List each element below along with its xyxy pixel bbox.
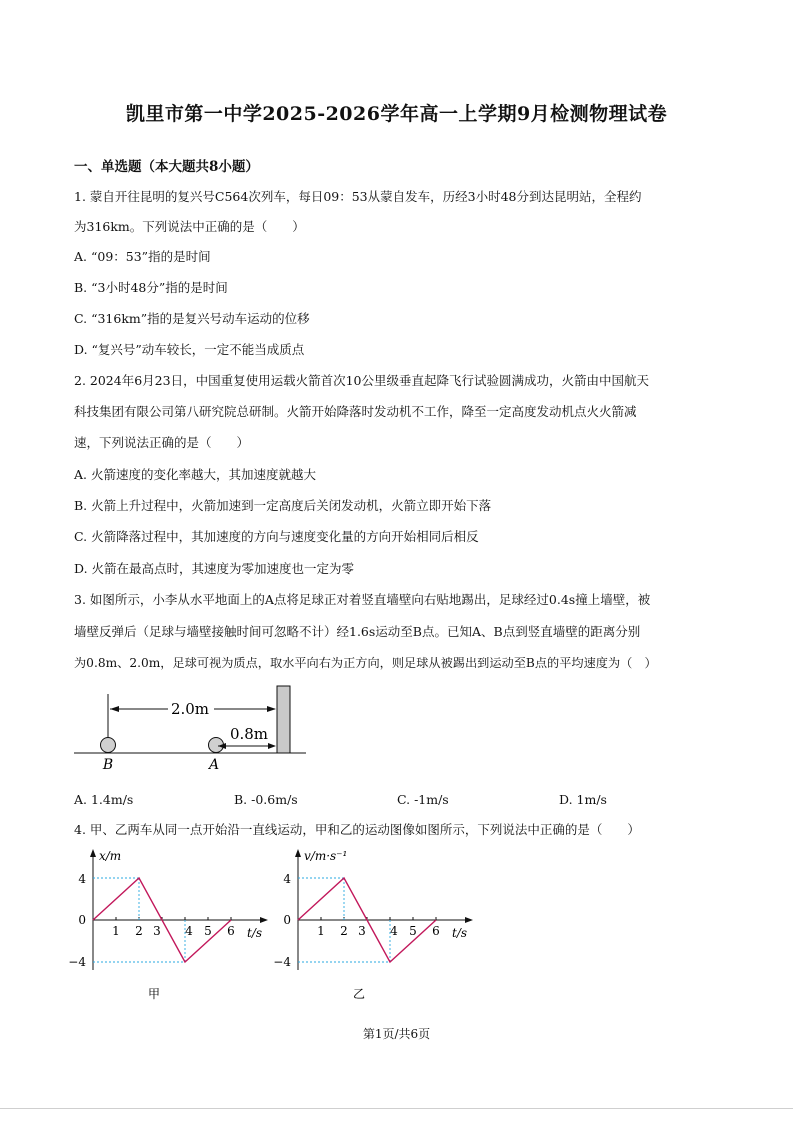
arrowhead-right [267, 706, 276, 712]
q3-option-d: D. 1m/s [559, 792, 607, 807]
x-tick-label-3: 3 [358, 924, 366, 938]
q3-wall-figure [70, 680, 310, 775]
x-axis-arrow [260, 917, 268, 923]
ball-b [101, 738, 116, 753]
graph-jia [68, 842, 276, 1002]
y-tick-4: 4 [283, 872, 291, 886]
q3-stem-line1: 3. 如图所示，小李从水平地面上的A点将足球正对着竖直墙壁向右贴地踢出，足球经过0.4s撞上墙壁，被 [74, 592, 651, 607]
x-tick-label-4: 4 [390, 924, 398, 938]
q2-stem-line2: 科技集团有限公司第八研究院总研制。火箭开始降落时发动机不工作，降至一定高度发动机点火火箭减 [74, 404, 637, 419]
y-axis-arrow [90, 849, 96, 857]
x-tick-label-1: 1 [112, 924, 120, 938]
q1-option-c: C. “316km”指的是复兴号动车运动的位移 [74, 311, 310, 326]
dist-b-label: 2.0m [170, 700, 210, 718]
x-tick-label-2: 2 [135, 924, 143, 938]
y-tick-neg4: −4 [273, 955, 291, 969]
x-axis-label: t/s [452, 926, 468, 940]
q2-option-a: A. 火箭速度的变化率越大，其加速度就越大 [74, 467, 316, 482]
graph-yi [273, 842, 481, 1002]
page-footer: 第1页/共6页 [362, 1027, 431, 1041]
point-b-label: B [102, 757, 114, 773]
y-tick-0: 0 [78, 913, 86, 927]
x-tick-label-2: 2 [340, 924, 348, 938]
x-tick-label-5: 5 [204, 924, 212, 938]
y-axis-arrow [295, 849, 301, 857]
q2-option-c: C. 火箭降落过程中，其加速度的方向与速度变化量的方向开始相同后相反 [74, 529, 479, 544]
q1-option-d: D. “复兴号”动车较长，一定不能当成质点 [74, 342, 305, 357]
q3-stem-line2: 墙壁反弹后（足球与墙壁接触时间可忽略不计）经1.6s运动至B点。已知A、B点到竖直墙壁的距离分别 [74, 624, 641, 639]
section-heading: 一、单选题（本大题共8小题） [74, 159, 259, 175]
q2-stem-line1: 2. 2024年6月23日，中国重复使用运载火箭首次10公里级垂直起降飞行试验圆满成功，火箭由中国航天 [74, 373, 649, 388]
x-tick-label-5: 5 [409, 924, 417, 938]
y-axis-label: x/m [99, 849, 122, 863]
q1-stem-line2: 为316km。下列说法中正确的是（ ） [74, 219, 305, 234]
arrowhead-right-a [268, 743, 276, 749]
bottom-rule [0, 1108, 793, 1109]
q1-option-a: A. “09：53”指的是时间 [74, 249, 211, 264]
q3-option-c: C. -1m/s [397, 792, 449, 807]
dist-a-label: 0.8m [229, 725, 269, 743]
x-axis-arrow [465, 917, 473, 923]
q2-option-d: D. 火箭在最高点时，其速度为零加速度也一定为零 [74, 561, 355, 576]
graph-caption-jia: 甲 [147, 987, 161, 1001]
arrowhead-left [110, 706, 119, 712]
wall [277, 686, 290, 753]
x-tick-label-4: 4 [185, 924, 193, 938]
x-tick-label-6: 6 [227, 924, 235, 938]
q3-stem-line3: 为0.8m、2.0m，足球可视为质点，取水平向右为正方向，则足球从被踢出到运动至B点的平均速度为（ ） [74, 656, 657, 670]
x-tick-label-1: 1 [317, 924, 325, 938]
y-axis-label: v/m·s⁻¹ [304, 849, 348, 863]
q2-stem-line3: 速，下列说法正确的是（ ） [74, 435, 250, 450]
y-tick-4: 4 [78, 872, 86, 886]
q1-stem-line1: 1. 蒙自开往昆明的复兴号C564次列车，每日09：53从蒙自发车，历经3小时48分到达昆明站，全程约 [74, 189, 642, 204]
q2-option-b: B. 火箭上升过程中，火箭加速到一定高度后关闭发动机，火箭立即开始下落 [74, 498, 492, 513]
q3-option-b: B. -0.6m/s [234, 792, 298, 807]
y-tick-0: 0 [283, 913, 291, 927]
q4-stem: 4. 甲、乙两车从同一点开始沿一直线运动，甲和乙的运动图像如图所示，下列说法中正确的是（ ） [74, 822, 640, 837]
y-tick-neg4: −4 [68, 955, 86, 969]
x-axis-label: t/s [247, 926, 263, 940]
x-tick-label-6: 6 [432, 924, 440, 938]
q1-option-b: B. “3小时48分”指的是时间 [74, 280, 228, 295]
page-title: 凯里市第一中学2025-2026学年高一上学期9月检测物理试卷 [125, 103, 668, 125]
graph-caption-yi: 乙 [352, 987, 366, 1001]
x-tick-label-3: 3 [153, 924, 161, 938]
point-a-label: A [208, 757, 220, 773]
q3-option-a: A. 1.4m/s [74, 792, 134, 807]
